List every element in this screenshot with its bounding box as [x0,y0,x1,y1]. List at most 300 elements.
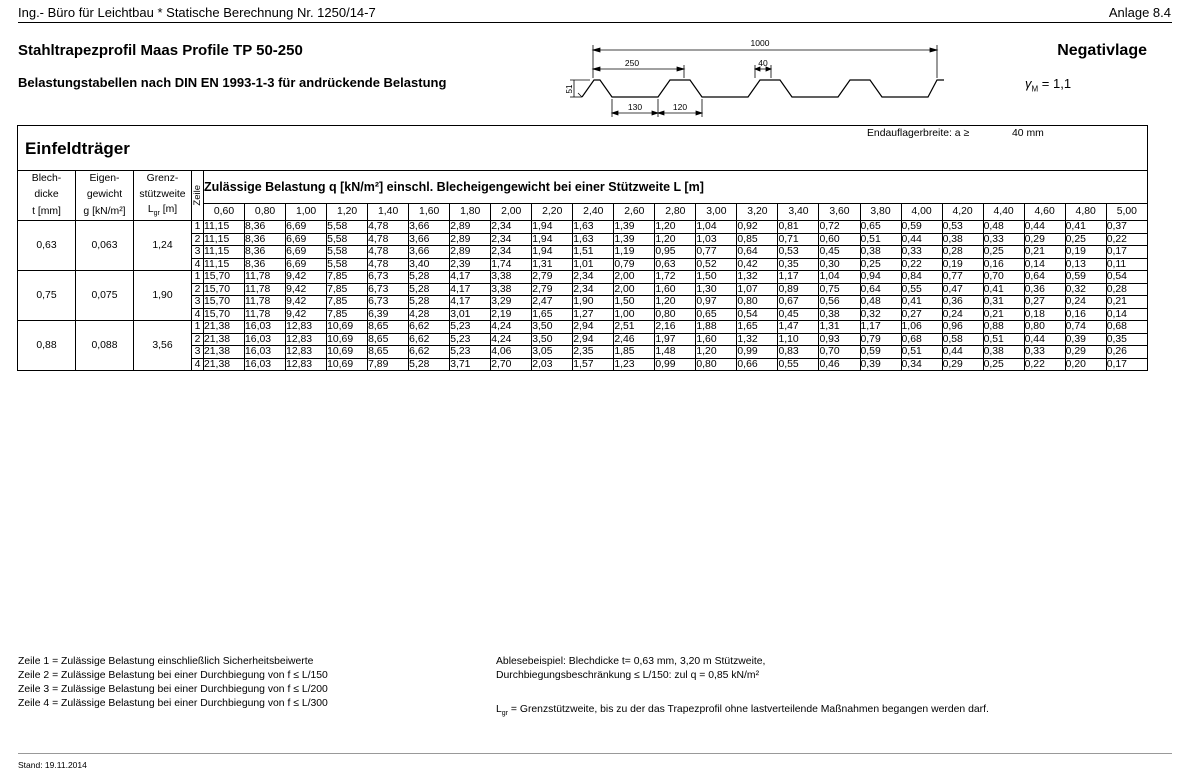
load-value-cell: 0,41 [983,283,1024,296]
load-value-cell: 1,94 [532,233,573,246]
lgr-sub: gr [501,710,509,718]
load-value-cell: 0,80 [737,296,778,309]
load-value-cell: 12,83 [286,358,327,371]
load-value-cell: 0,74 [1065,321,1106,334]
load-value-cell: 5,28 [409,296,450,309]
legend-line-2: Zeile 2 = Zulässige Belastung bei einer Durchbiegung von f ≤ L/150 [18,670,328,681]
load-value-cell: 0,67 [778,296,819,309]
load-value-cell: 6,73 [368,271,409,284]
load-value-cell: 0,24 [1065,296,1106,309]
load-value-cell: 1,94 [532,246,573,259]
load-value-cell: 0,16 [983,258,1024,271]
load-value-cell: 0,25 [983,358,1024,371]
span-value: 4,60 [1024,203,1065,221]
load-value-cell: 1,50 [696,271,737,284]
load-value-cell: 0,48 [860,296,901,309]
load-value-cell: 21,38 [204,321,245,334]
load-value-cell: 2,94 [573,333,614,346]
load-value-cell: 1,39 [614,221,655,234]
col-limit-head [134,171,192,204]
footer-date: Stand: 19.11.2014 [18,760,87,770]
load-value-cell: 7,89 [368,358,409,371]
load-value-cell: 4,17 [450,296,491,309]
example-line-1: Ablesebeispiel: Blechdicke t= 0,63 mm, 3,20 m Stützweite, [496,656,766,667]
span-value: 0,80 [245,203,286,221]
load-value-cell: 0,34 [901,358,942,371]
span-value: 2,40 [573,203,614,221]
load-value-cell: 0,60 [819,233,860,246]
load-value-cell: 15,70 [204,283,245,296]
load-value-cell: 10,69 [327,358,368,371]
load-value-cell: 2,79 [532,283,573,296]
load-value-cell: 0,44 [1024,333,1065,346]
load-value-cell: 1,03 [696,233,737,246]
row-index-cell: 4 [192,258,204,271]
load-table [17,170,1148,371]
load-value-cell: 0,36 [1024,283,1065,296]
load-value-cell: 0,45 [819,246,860,259]
load-value-cell: 0,27 [901,308,942,321]
load-value-cell: 0,55 [901,283,942,296]
legend [18,655,328,711]
load-value-cell: 0,54 [1106,271,1147,284]
load-value-cell: 1,04 [696,221,737,234]
load-value-cell: 0,47 [942,283,983,296]
load-value-cell: 0,29 [942,358,983,371]
load-value-cell: 11,78 [245,308,286,321]
limit-span-cell: 3,56 [134,321,192,371]
load-value-cell: 2,00 [614,271,655,284]
load-value-cell: 0,38 [819,308,860,321]
weight-cell: 0,063 [76,221,134,271]
thickness-cell: 0,63 [18,221,76,271]
load-value-cell: 5,58 [327,246,368,259]
load-value-cell: 1,27 [573,308,614,321]
load-value-cell: 0,17 [1106,358,1147,371]
load-value-cell: 0,79 [614,258,655,271]
load-value-cell: 0,65 [860,221,901,234]
load-value-cell: 0,66 [737,358,778,371]
load-value-cell: 0,85 [737,233,778,246]
load-value-cell: 0,22 [901,258,942,271]
load-value-cell: 11,78 [245,271,286,284]
load-value-cell: 2,39 [450,258,491,271]
load-value-cell: 0,99 [655,358,696,371]
col-row-head [192,171,204,221]
load-value-cell: 0,54 [737,308,778,321]
profile-title: Stahltrapezprofil Maas Profile TP 50-250 [18,42,303,59]
load-value-cell: 0,59 [901,221,942,234]
load-value-cell: 2,34 [573,283,614,296]
load-value-cell: 2,89 [450,246,491,259]
load-value-cell: 8,65 [368,346,409,359]
load-value-cell: 0,41 [901,296,942,309]
load-value-cell: 1,00 [614,308,655,321]
col-weight-unit: g [kN/m²] [76,203,134,221]
load-value-cell: 3,66 [409,221,450,234]
load-value-cell: 0,29 [1024,233,1065,246]
load-value-cell: 6,73 [368,296,409,309]
span-value: 3,60 [819,203,860,221]
lgr-symbol: L [496,704,502,715]
load-value-cell: 1,31 [819,321,860,334]
load-value-cell: 3,29 [491,296,532,309]
span-value: 3,20 [737,203,778,221]
span-header: Zulässige Belastung q [kN/m²] einschl. Blecheigengewicht bei einer Stützweite L [m] [204,171,1148,204]
load-value-cell: 0,27 [1024,296,1065,309]
load-value-cell: 0,19 [1065,246,1106,259]
dim-web: 120 [672,102,688,112]
example-line-2: Durchbiegungsbeschränkung ≤ L/150: zul q = 0,85 kN/m² [496,670,760,681]
load-value-cell: 9,42 [286,296,327,309]
col-thickness-unit: t [mm] [18,203,76,221]
load-value-cell: 0,24 [942,308,983,321]
load-value-cell: 2,34 [573,271,614,284]
load-value-cell: 0,38 [860,246,901,259]
table-row [18,221,1148,234]
col-limit-line-1: Grenz- [146,173,179,184]
load-value-cell: 1,60 [696,333,737,346]
load-value-cell: 0,28 [942,246,983,259]
load-value-cell: 3,50 [532,321,573,334]
load-value-cell: 8,36 [245,246,286,259]
load-value-cell: 0,16 [1065,308,1106,321]
legend-line-4: Zeile 4 = Zulässige Belastung bei einer Durchbiegung von f ≤ L/300 [18,698,328,709]
load-value-cell: 0,68 [1106,321,1147,334]
table-row [18,321,1148,334]
load-value-cell: 8,65 [368,333,409,346]
load-value-cell: 0,51 [860,233,901,246]
load-value-cell: 0,44 [1024,221,1065,234]
thickness-cell: 0,88 [18,321,76,371]
header-rule [18,22,1172,23]
lgr-text: = Grenzstützweite, bis zu der das Trapezprofil ohne lastverteilende Maßnahmen begangen werden darf. [508,704,989,715]
span-value: 2,80 [655,203,696,221]
load-value-cell: 0,59 [1065,271,1106,284]
load-value-cell: 0,53 [942,221,983,234]
weight-cell: 0,088 [76,321,134,371]
load-value-cell: 0,83 [778,346,819,359]
load-value-cell: 5,23 [450,346,491,359]
load-value-cell: 2,34 [491,221,532,234]
load-value-cell: 5,28 [409,271,450,284]
span-value: 2,00 [491,203,532,221]
load-value-cell: 0,35 [778,258,819,271]
load-value-cell: 3,01 [450,308,491,321]
load-value-cell: 1,31 [532,258,573,271]
load-value-cell: 0,65 [696,308,737,321]
row-index-cell: 2 [192,283,204,296]
load-value-cell: 0,96 [942,321,983,334]
load-value-cell: 1,20 [655,233,696,246]
load-value-cell: 6,62 [409,333,450,346]
load-value-cell: 7,85 [327,308,368,321]
load-value-cell: 5,58 [327,233,368,246]
span-value: 4,00 [901,203,942,221]
load-value-cell: 0,53 [778,246,819,259]
load-value-cell: 1,85 [614,346,655,359]
load-value-cell: 3,38 [491,283,532,296]
load-value-cell: 1,63 [573,233,614,246]
load-value-cell: 1,65 [532,308,573,321]
load-value-cell: 2,79 [532,271,573,284]
gamma-symbol: γ [1025,76,1032,91]
load-value-cell: 0,81 [778,221,819,234]
col-limit-unit [134,203,192,221]
load-value-cell: 0,46 [819,358,860,371]
load-value-cell: 4,78 [368,258,409,271]
gamma-factor [1025,76,1071,94]
load-value-cell: 0,33 [901,246,942,259]
load-value-cell: 0,14 [1106,308,1147,321]
load-value-cell: 1,06 [901,321,942,334]
profile-drawing [560,35,960,120]
load-value-cell: 1,48 [655,346,696,359]
load-value-cell: 2,34 [491,233,532,246]
load-value-cell: 16,03 [245,358,286,371]
load-value-cell: 0,22 [1024,358,1065,371]
load-value-cell: 0,84 [901,271,942,284]
load-value-cell: 6,39 [368,308,409,321]
load-value-cell: 0,44 [901,233,942,246]
load-value-cell: 0,25 [1065,233,1106,246]
dim-pitch: 250 [624,58,640,68]
col-thickness-line-2: dicke [34,189,59,200]
load-value-cell: 0,92 [737,221,778,234]
load-value-cell: 12,83 [286,321,327,334]
load-value-cell: 5,28 [409,358,450,371]
dim-height: 51 [565,84,574,94]
load-value-cell: 15,70 [204,271,245,284]
span-value: 0,60 [204,203,245,221]
bearing-value: 40 mm [1012,128,1044,139]
load-value-cell: 0,72 [819,221,860,234]
span-value: 1,20 [327,203,368,221]
span-value: 1,40 [368,203,409,221]
load-value-cell: 1,97 [655,333,696,346]
load-value-cell: 0,79 [860,333,901,346]
lgr-sub: gr [153,210,160,218]
load-value-cell: 0,64 [737,246,778,259]
load-value-cell: 1,07 [737,283,778,296]
load-value-cell: 10,69 [327,333,368,346]
load-value-cell: 0,80 [1024,321,1065,334]
load-value-cell: 1,32 [737,271,778,284]
load-value-cell: 8,36 [245,233,286,246]
load-value-cell: 0,95 [655,246,696,259]
row-index-cell: 3 [192,346,204,359]
load-value-cell: 1,20 [655,221,696,234]
span-value: 2,20 [532,203,573,221]
load-value-cell: 0,58 [942,333,983,346]
position-label: Negativlage [1057,42,1147,59]
gamma-sub: M [1031,84,1039,94]
load-value-cell: 11,15 [204,233,245,246]
load-value-cell: 1,20 [696,346,737,359]
gamma-value: = 1,1 [1038,76,1072,91]
load-value-cell: 0,30 [819,258,860,271]
load-value-cell: 0,17 [1106,246,1147,259]
load-value-cell: 0,25 [983,246,1024,259]
load-value-cell: 5,23 [450,321,491,334]
col-weight-line-1: Eigen- [89,173,120,184]
row-index-cell: 3 [192,246,204,259]
load-value-cell: 1,50 [614,296,655,309]
load-value-cell: 21,38 [204,346,245,359]
load-value-cell: 0,37 [1106,221,1147,234]
load-value-cell: 0,26 [1106,346,1147,359]
load-value-cell: 1,74 [491,258,532,271]
row-index-cell: 2 [192,333,204,346]
span-value: 1,00 [286,203,327,221]
lgr-unit: [m] [159,204,178,215]
load-value-cell: 0,38 [983,346,1024,359]
load-value-cell: 1,19 [614,246,655,259]
load-value-cell: 0,56 [819,296,860,309]
load-value-cell: 0,29 [1065,346,1106,359]
load-value-cell: 0,39 [1065,333,1106,346]
load-value-cell: 4,78 [368,246,409,259]
load-value-cell: 0,41 [1065,221,1106,234]
load-value-cell: 2,94 [573,321,614,334]
legend-line-1: Zeile 1 = Zulässige Belastung einschließlich Sicherheitsbeiwerte [18,656,314,667]
load-value-cell: 3,50 [532,333,573,346]
load-value-cell: 0,13 [1065,258,1106,271]
load-value-cell: 0,21 [983,308,1024,321]
load-value-cell: 10,69 [327,321,368,334]
load-value-cell: 0,89 [778,283,819,296]
load-value-cell: 1,30 [696,283,737,296]
span-value: 4,40 [983,203,1024,221]
load-value-cell: 0,25 [860,258,901,271]
span-value: 2,60 [614,203,655,221]
span-value: 3,40 [778,203,819,221]
load-value-cell: 9,42 [286,283,327,296]
load-value-cell: 4,06 [491,346,532,359]
load-value-cell: 0,32 [860,308,901,321]
load-value-cell: 0,22 [1106,233,1147,246]
load-value-cell: 1,23 [614,358,655,371]
load-value-cell: 0,21 [1106,296,1147,309]
load-value-cell: 10,69 [327,346,368,359]
load-value-cell: 0,94 [860,271,901,284]
load-value-cell: 1,72 [655,271,696,284]
load-value-cell: 2,46 [614,333,655,346]
load-value-cell: 8,36 [245,258,286,271]
load-value-cell: 4,17 [450,271,491,284]
lgr-definition [496,703,989,721]
load-value-cell: 0,63 [655,258,696,271]
span-value: 3,00 [696,203,737,221]
load-value-cell: 0,80 [655,308,696,321]
limit-span-cell: 1,90 [134,271,192,321]
load-value-cell: 2,00 [614,283,655,296]
load-value-cell: 16,03 [245,346,286,359]
load-value-cell: 1,94 [532,221,573,234]
load-value-cell: 0,33 [1024,346,1065,359]
load-value-cell: 21,38 [204,358,245,371]
office-header: Ing.- Büro für Leichtbau * Statische Berechnung Nr. 1250/14-7 [18,5,376,20]
load-value-cell: 0,80 [696,358,737,371]
load-value-cell: 4,28 [409,308,450,321]
load-value-cell: 0,51 [983,333,1024,346]
load-value-cell: 2,89 [450,221,491,234]
load-value-cell: 0,64 [1024,271,1065,284]
load-value-cell: 0,70 [819,346,860,359]
load-value-cell: 0,33 [983,233,1024,246]
load-value-cell: 0,21 [1024,246,1065,259]
row-index-cell: 4 [192,358,204,371]
load-value-cell: 1,57 [573,358,614,371]
load-value-cell: 0,35 [1106,333,1147,346]
load-value-cell: 0,31 [983,296,1024,309]
load-value-cell: 0,75 [819,283,860,296]
load-value-cell: 0,39 [860,358,901,371]
load-value-cell: 2,47 [532,296,573,309]
load-value-cell: 0,77 [942,271,983,284]
load-value-cell: 1,51 [573,246,614,259]
load-value-cell: 5,58 [327,258,368,271]
example [496,655,765,683]
table-header-row [18,171,1148,204]
load-value-cell: 0,51 [901,346,942,359]
col-thickness-line-1: Blech- [31,173,62,184]
load-value-cell: 1,47 [778,321,819,334]
load-value-cell: 9,42 [286,308,327,321]
load-value-cell: 4,24 [491,321,532,334]
load-value-cell: 1,20 [655,296,696,309]
load-value-cell: 1,63 [573,221,614,234]
load-value-cell: 2,89 [450,233,491,246]
load-value-cell: 0,11 [1106,258,1147,271]
load-value-cell: 11,15 [204,221,245,234]
load-value-cell: 2,34 [491,246,532,259]
dim-total: 1000 [750,38,770,48]
load-value-cell: 2,03 [532,358,573,371]
col-thickness-head [18,171,76,204]
load-value-cell: 11,78 [245,296,286,309]
load-value-cell: 0,20 [1065,358,1106,371]
load-value-cell: 1,60 [655,283,696,296]
load-value-cell: 6,69 [286,221,327,234]
thickness-cell: 0,75 [18,271,76,321]
load-value-cell: 0,99 [737,346,778,359]
attachment-label: Anlage 8.4 [1108,5,1171,20]
load-value-cell: 1,90 [573,296,614,309]
subtitle: Belastungstabellen nach DIN EN 1993-1-3 für andrückende Belastung [18,75,447,90]
load-value-cell: 1,17 [778,271,819,284]
load-value-cell: 0,70 [983,271,1024,284]
table-unit-row [18,203,1148,221]
load-value-cell: 1,88 [696,321,737,334]
load-value-cell: 3,05 [532,346,573,359]
load-value-cell: 3,66 [409,246,450,259]
span-value: 1,80 [450,203,491,221]
load-value-cell: 7,85 [327,271,368,284]
bearing-label: Endauflagerbreite: a ≥ [867,128,970,139]
load-value-cell: 11,15 [204,246,245,259]
load-value-cell: 6,73 [368,283,409,296]
load-value-cell: 1,01 [573,258,614,271]
load-value-cell: 0,32 [1065,283,1106,296]
load-value-cell: 0,55 [778,358,819,371]
load-value-cell: 0,77 [696,246,737,259]
load-value-cell: 2,35 [573,346,614,359]
span-value: 4,80 [1065,203,1106,221]
load-value-cell: 1,32 [737,333,778,346]
col-weight-line-2: gewicht [86,189,123,200]
footer-rule [18,753,1172,754]
